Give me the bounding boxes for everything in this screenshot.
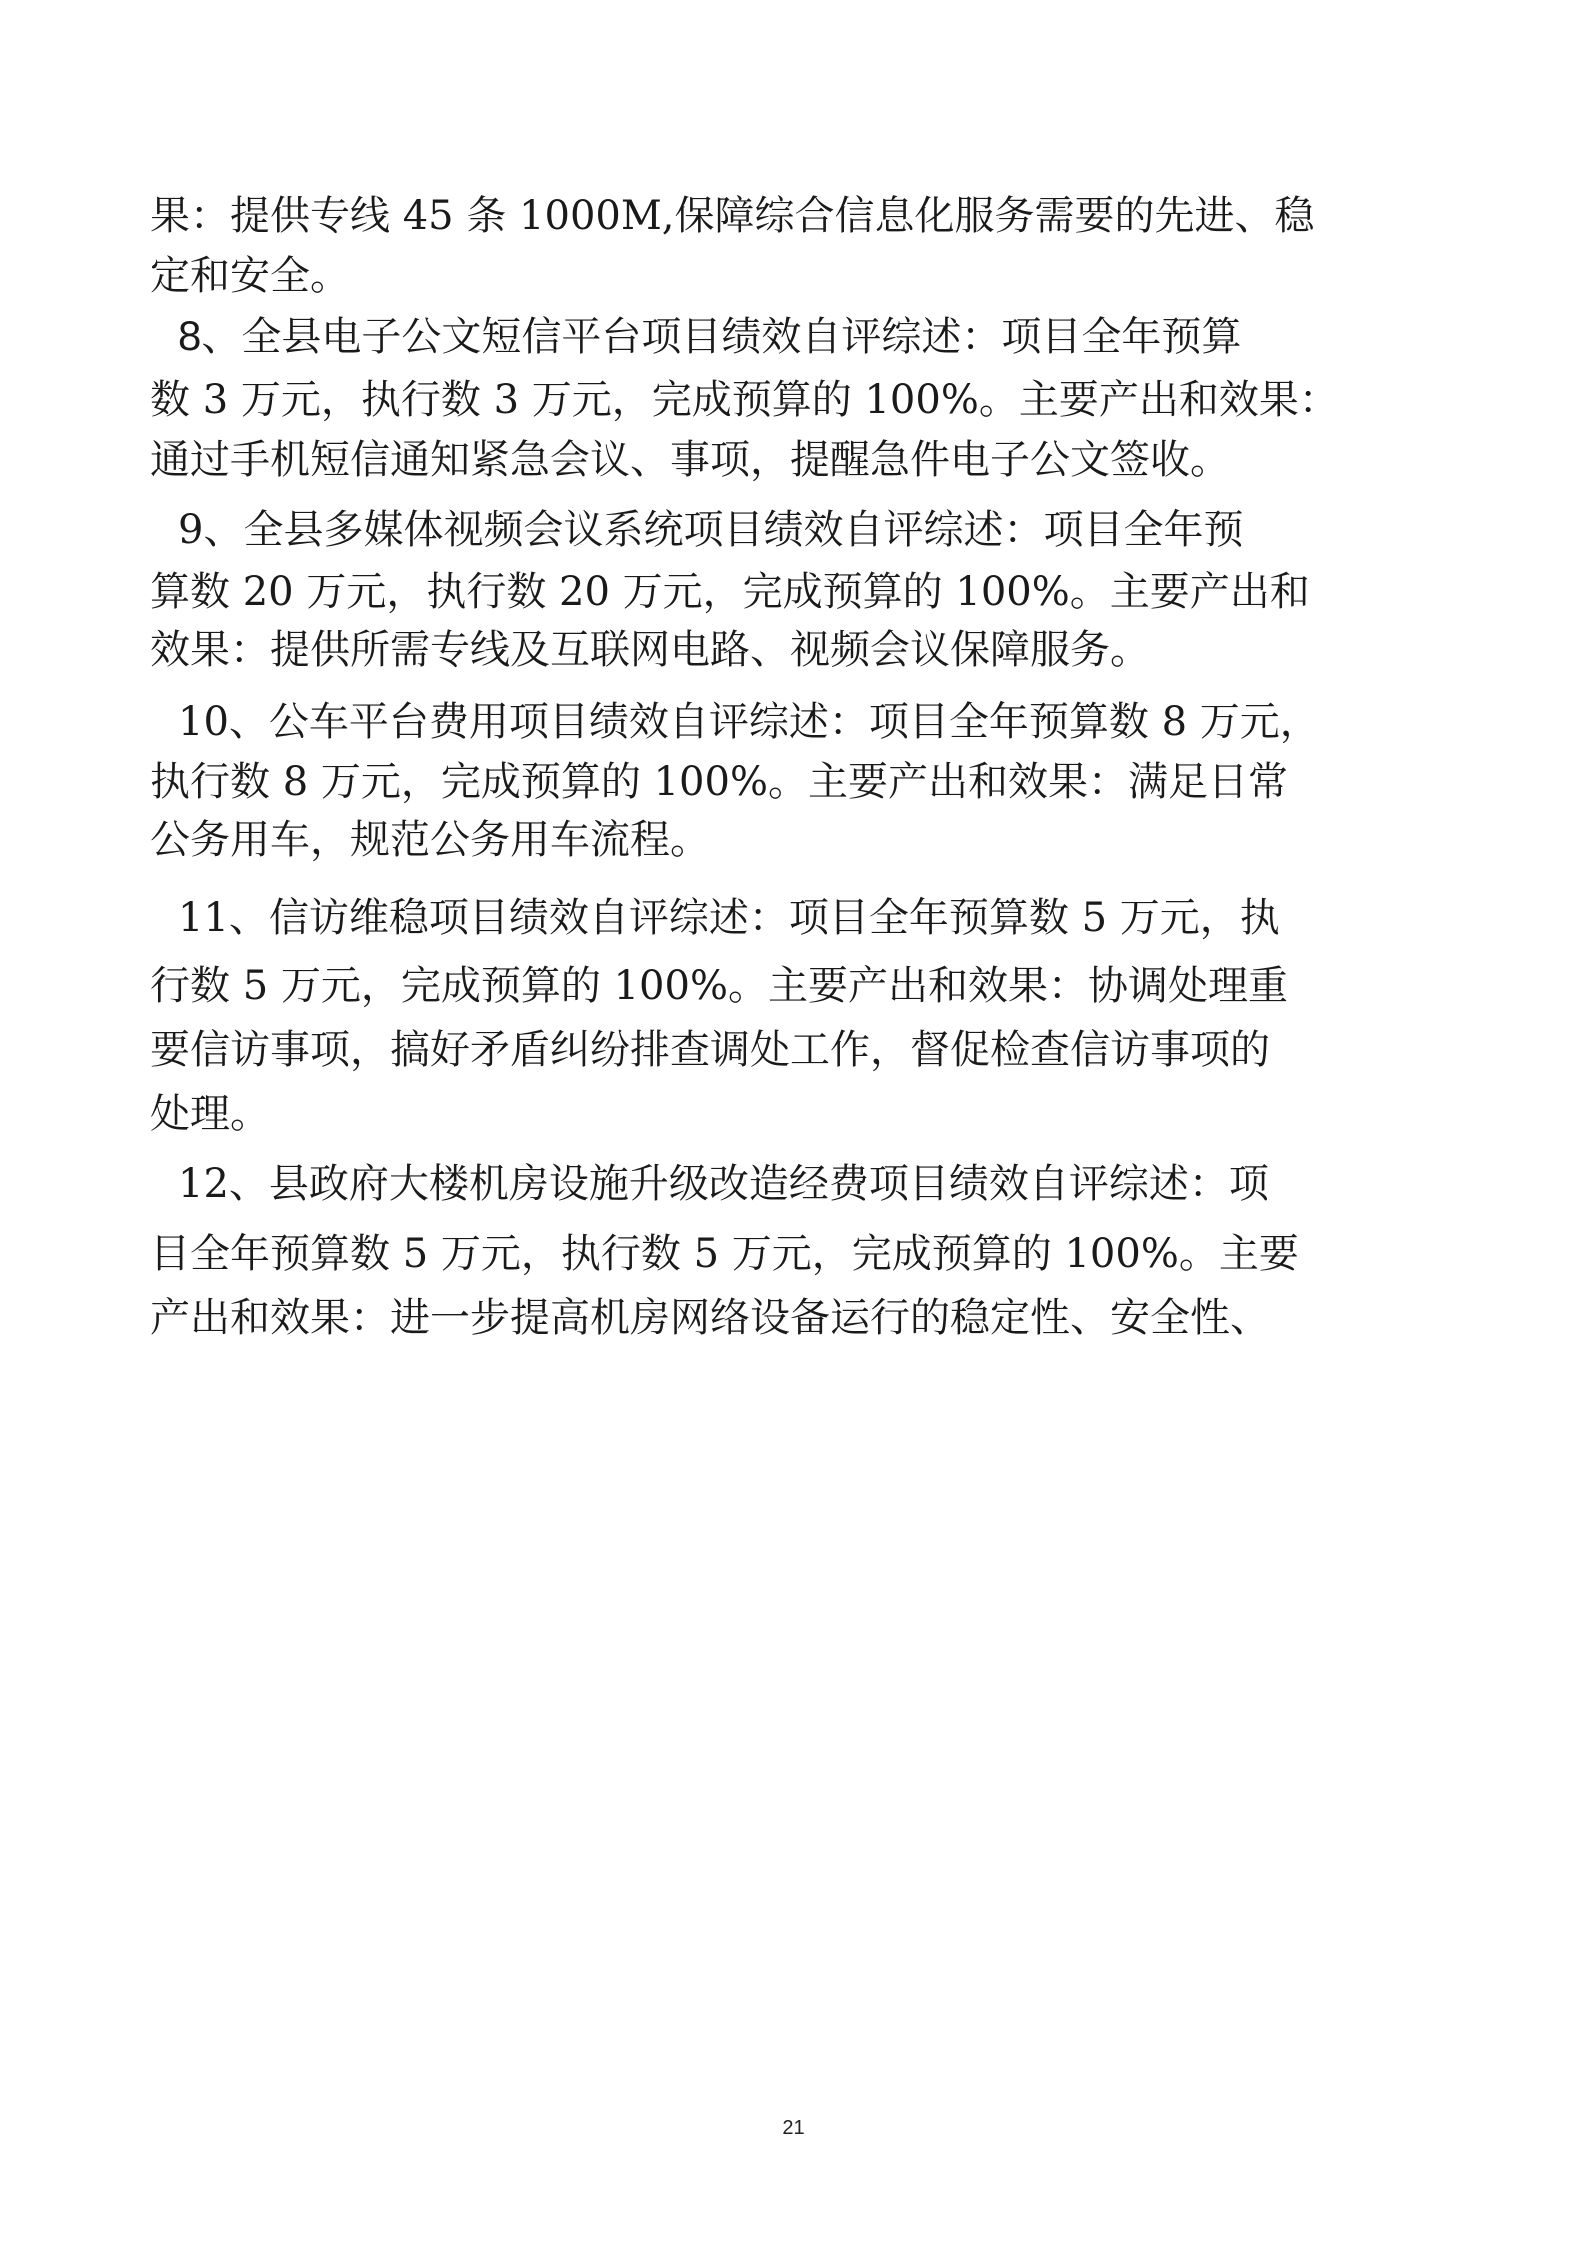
item-8-line-3: 通过手机短信通知紧急会议、事项，提醒急件电子公文签收。	[150, 437, 1230, 483]
carryover-line-2: 定和安全。	[150, 253, 350, 299]
item-9-line-2: 算数 20 万元，执行数 20 万元，完成预算的 100%。主要产出和	[150, 569, 1310, 615]
item-8-number: 8	[178, 312, 202, 359]
item-10-line-1: 10、公车平台费用项目绩效自评综述：项目全年预算数 8 万元，	[178, 699, 1320, 745]
item-9-line-1: 9、全县多媒体视频会议系统项目绩效自评综述：项目全年预	[178, 507, 1244, 553]
carryover-line-1: 果：提供专线 45 条 1000M,保障综合信息化服务需要的先进、稳	[150, 193, 1315, 239]
page-number: 21	[782, 2117, 805, 2139]
item-8-line-2: 数 3 万元，执行数 3 万元，完成预算的 100%。主要产出和效果：	[150, 377, 1339, 423]
item-12-line-1: 12、县政府大楼机房设施升级改造经费项目绩效自评综述：项	[178, 1161, 1269, 1207]
item-9-line-3: 效果：提供所需专线及互联网电路、视频会议保障服务。	[150, 627, 1150, 673]
item-8-line-1	[178, 310, 1242, 363]
item-10-line-3: 公务用车，规范公务用车流程。	[150, 817, 710, 863]
item-11-line-1: 11、信访维稳项目绩效自评综述：项目全年预算数 5 万元，执	[178, 895, 1280, 941]
item-8-line-1-text: 、全县电子公文短信平台项目绩效自评综述：项目全年预算	[201, 314, 1242, 360]
item-11-line-3: 要信访事项，搞好矛盾纠纷排查调处工作，督促检查信访事项的	[150, 1027, 1270, 1073]
item-11-line-2: 行数 5 万元，完成预算的 100%。主要产出和效果：协调处理重	[150, 963, 1288, 1009]
item-12-line-3: 产出和效果：进一步提高机房网络设备运行的稳定性、安全性、	[150, 1295, 1270, 1341]
item-12-line-2: 目全年预算数 5 万元，执行数 5 万元，完成预算的 100%。主要	[150, 1231, 1299, 1277]
item-10-line-2: 执行数 8 万元，完成预算的 100%。主要产出和效果：满足日常	[150, 759, 1288, 805]
item-11-line-4: 处理。	[150, 1091, 270, 1137]
